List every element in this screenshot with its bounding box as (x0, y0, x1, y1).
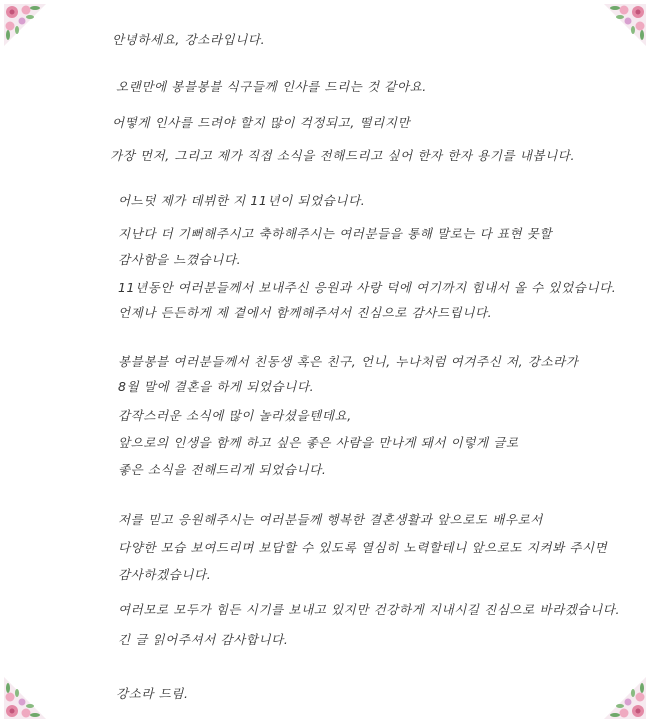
letter-line: 감사함을 느꼈습니다. (118, 252, 242, 267)
letter-line: 언제나 든든하게 제 곁에서 함께해주셔서 진심으로 감사드립니다. (118, 305, 493, 320)
letter-line: 앞으로의 인생을 함께 하고 싶은 좋은 사람을 만나게 돼서 이렇게 글로 (118, 435, 519, 450)
letter-line: 긴 글 읽어주셔서 감사합니다. (118, 632, 289, 647)
floral-corner-icon (602, 675, 648, 721)
floral-corner-icon (602, 2, 648, 48)
letter-line: 11년동안 여러분들께서 보내주신 응원과 사랑 덕에 여기까지 힘내서 올 수 있었습니다. (118, 280, 617, 295)
greeting-line: 안녕하세요, 강소라입니다. (112, 32, 266, 47)
letter-line: 감사하겠습니다. (118, 567, 212, 582)
letter-line: 어떻게 인사를 드려야 할지 많이 걱정되고, 떨리지만 (112, 115, 411, 130)
letter-line: 여러모로 모두가 힘든 시기를 보내고 있지만 건강하게 지내시길 진심으로 바라겠습니다. (118, 602, 621, 617)
letter-line: 어느덧 제가 데뷔한 지 11년이 되었습니다. (118, 193, 366, 208)
letter-line: 봉블봉블 여러분들께서 친동생 혹은 친구, 언니, 누나처럼 여겨주신 저, 강소라가 (118, 354, 579, 369)
floral-corner-icon (2, 2, 48, 48)
letter-line: 지난다 더 기뻐해주시고 축하해주시는 여러분들을 통해 말로는 다 표현 못할 (118, 226, 553, 241)
signature: 강소라 드림. (116, 686, 189, 701)
letter-line: 갑작스러운 소식에 많이 놀라셨을텐데요, (118, 408, 352, 423)
floral-corner-icon (2, 675, 48, 721)
letter-line: 다양한 모습 보여드리며 보답할 수 있도록 열심히 노력할테니 앞으로도 지켜봐 주시면 (118, 540, 608, 555)
letter-line: 오랜만에 봉블봉블 식구들께 인사를 드리는 것 같아요. (116, 79, 427, 94)
letter-line: 좋은 소식을 전해드리게 되었습니다. (118, 462, 327, 477)
letter-line: 저를 믿고 응원해주시는 여러분들께 행복한 결혼생활과 앞으로도 배우로서 (118, 512, 543, 527)
letter-line: 8월 말에 결혼을 하게 되었습니다. (118, 379, 315, 394)
letter-line: 가장 먼저, 그리고 제가 직접 소식을 전해드리고 싶어 한자 한자 용기를 내봅니다. (110, 148, 576, 163)
